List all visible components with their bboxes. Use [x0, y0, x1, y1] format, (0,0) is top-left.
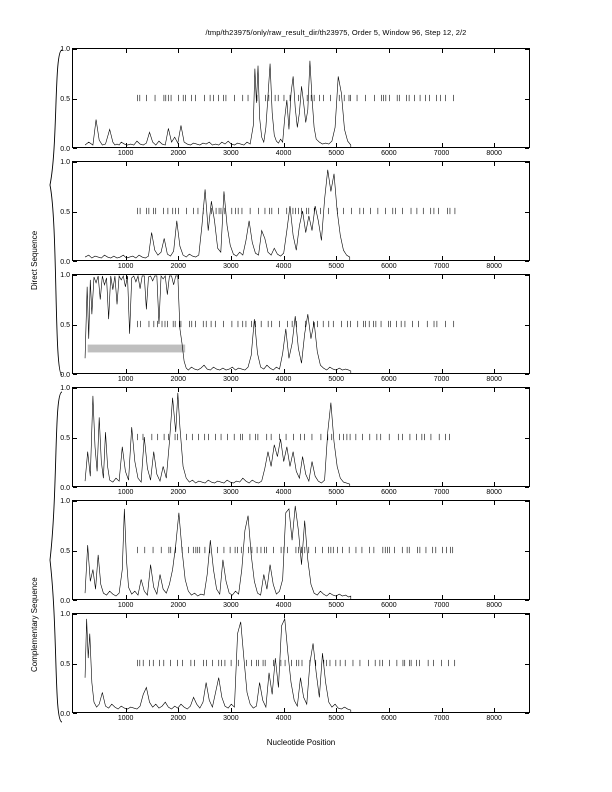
- x-tick-label: 6000: [381, 489, 397, 496]
- x-tick-label: 4000: [275, 489, 292, 496]
- x-tick-label: 4000: [275, 602, 292, 609]
- plot-panel: [60, 610, 530, 722]
- data-trace: [85, 276, 351, 373]
- y-tick-label: 0.0: [60, 371, 70, 379]
- panel-stack: [60, 45, 530, 726]
- y-tick-labels: [48, 45, 70, 153]
- plot-panel: [60, 271, 530, 383]
- x-tick-label: 1000: [117, 263, 134, 270]
- y-tick-label: 0.0: [60, 484, 70, 492]
- x-tick-label: 7000: [433, 715, 450, 722]
- x-tick-label: 2000: [170, 489, 187, 496]
- plot-area: [73, 275, 529, 373]
- plot-panel: [60, 158, 530, 270]
- x-tick-label: 6000: [381, 263, 397, 270]
- figure-title: /tmp/th23975/only/raw_result_dir/th23975, Order 5, Window 96, Step 12, 2/2: [205, 28, 467, 37]
- y-tick: [525, 713, 529, 714]
- data-trace: [85, 61, 351, 147]
- y-tick: [525, 600, 529, 601]
- x-tick-label: 5000: [328, 150, 344, 157]
- x-tick-label: 5000: [328, 376, 344, 383]
- plot-panel: [60, 497, 530, 609]
- x-tick-label: 2000: [170, 715, 187, 722]
- x-tick-label: 3000: [223, 489, 239, 496]
- marker-row: [138, 95, 454, 101]
- y-tick-label: 1.0: [60, 610, 70, 618]
- y-tick-label: 1.0: [60, 45, 70, 53]
- x-tick-label: 7000: [433, 376, 450, 383]
- x-tick-label: 4000: [275, 376, 292, 383]
- group-label-complementary: Complementary Sequence: [30, 577, 39, 672]
- y-tick-label: 0.0: [60, 145, 70, 153]
- y-tick: [73, 600, 77, 601]
- x-tick-label: 6000: [381, 715, 397, 722]
- x-tick-label: 6000: [381, 150, 397, 157]
- x-tick-label: 2000: [170, 376, 187, 383]
- x-tick-label: 8000: [486, 602, 502, 609]
- plot-area: [73, 501, 529, 599]
- y-tick-label: 0.5: [60, 660, 70, 668]
- x-tick-label: 3000: [223, 602, 239, 609]
- plot-area: [73, 162, 529, 260]
- x-tick-label: 1000: [117, 489, 134, 496]
- x-tick-label: 4000: [275, 150, 292, 157]
- x-tick-label: 2000: [170, 150, 187, 157]
- x-tick-label: 8000: [486, 489, 502, 496]
- y-tick: [525, 261, 529, 262]
- y-tick: [73, 261, 77, 262]
- x-tick-label: 7000: [433, 263, 450, 270]
- x-tick-label: 4000: [275, 263, 292, 270]
- x-tick-label: 6000: [381, 602, 397, 609]
- data-trace: [85, 619, 351, 712]
- plot-area: [73, 388, 529, 486]
- y-tick-labels: [48, 158, 70, 266]
- x-tick-label: 8000: [486, 376, 502, 383]
- x-tick-label: 3000: [223, 263, 239, 270]
- y-tick-labels: [48, 610, 70, 718]
- data-trace: [85, 170, 350, 260]
- y-tick-labels: [48, 497, 70, 605]
- y-tick-label: 0.5: [60, 321, 70, 329]
- y-tick: [73, 487, 77, 488]
- highlight-bar: [88, 345, 185, 353]
- x-tick-label: 7000: [433, 489, 450, 496]
- x-tick-label: 5000: [328, 602, 344, 609]
- marker-row: [138, 208, 455, 214]
- x-tick-label: 1000: [117, 602, 134, 609]
- marker-row: [138, 660, 455, 666]
- marker-row: [138, 547, 453, 553]
- x-tick-label: 1000: [117, 715, 134, 722]
- x-tick-label: 3000: [223, 150, 239, 157]
- x-axis-title: Nucleotide Position: [266, 738, 336, 747]
- data-trace: [85, 506, 351, 599]
- x-tick-labels: [73, 715, 531, 727]
- y-tick-labels: [48, 384, 70, 492]
- x-tick-label: 5000: [328, 715, 344, 722]
- y-tick-label: 1.0: [60, 384, 70, 392]
- x-tick-label: 3000: [223, 376, 239, 383]
- x-tick-label: 6000: [381, 376, 397, 383]
- y-tick: [525, 374, 529, 375]
- x-tick-label: 8000: [486, 715, 502, 722]
- y-tick: [73, 148, 77, 149]
- y-tick-label: 1.0: [60, 158, 70, 166]
- x-tick-label: 2000: [170, 602, 187, 609]
- y-tick-label: 0.0: [60, 710, 70, 718]
- y-tick: [525, 148, 529, 149]
- x-tick-label: 7000: [433, 150, 450, 157]
- y-tick-label: 0.0: [60, 597, 70, 605]
- y-tick-label: 0.5: [60, 434, 70, 442]
- y-tick-labels: [48, 271, 70, 379]
- y-tick-label: 0.5: [60, 547, 70, 555]
- x-tick-label: 7000: [433, 602, 450, 609]
- plot-panel: [60, 384, 530, 496]
- group-label-direct: Direct Sequence: [30, 230, 39, 290]
- y-tick-label: 0.5: [60, 95, 70, 103]
- x-tick-label: 1000: [117, 376, 134, 383]
- y-tick: [73, 713, 77, 714]
- y-tick-label: 0.5: [60, 208, 70, 216]
- x-tick-label: 8000: [486, 263, 502, 270]
- x-tick-label: 1000: [117, 150, 134, 157]
- x-tick-label: 8000: [486, 150, 502, 157]
- marker-row: [138, 434, 450, 440]
- data-trace: [85, 393, 350, 486]
- plot-panel: [60, 45, 530, 157]
- x-tick-label: 2000: [170, 263, 187, 270]
- x-tick-label: 4000: [275, 715, 292, 722]
- x-tick-label: 5000: [328, 489, 344, 496]
- y-tick-label: 1.0: [60, 271, 70, 279]
- y-tick-label: 0.0: [60, 258, 70, 266]
- x-tick-label: 3000: [223, 715, 239, 722]
- y-tick-label: 1.0: [60, 497, 70, 505]
- plot-area: [73, 49, 529, 147]
- x-tick-label: 5000: [328, 263, 344, 270]
- y-tick: [73, 374, 77, 375]
- plot-area: [73, 614, 529, 712]
- y-tick: [525, 487, 529, 488]
